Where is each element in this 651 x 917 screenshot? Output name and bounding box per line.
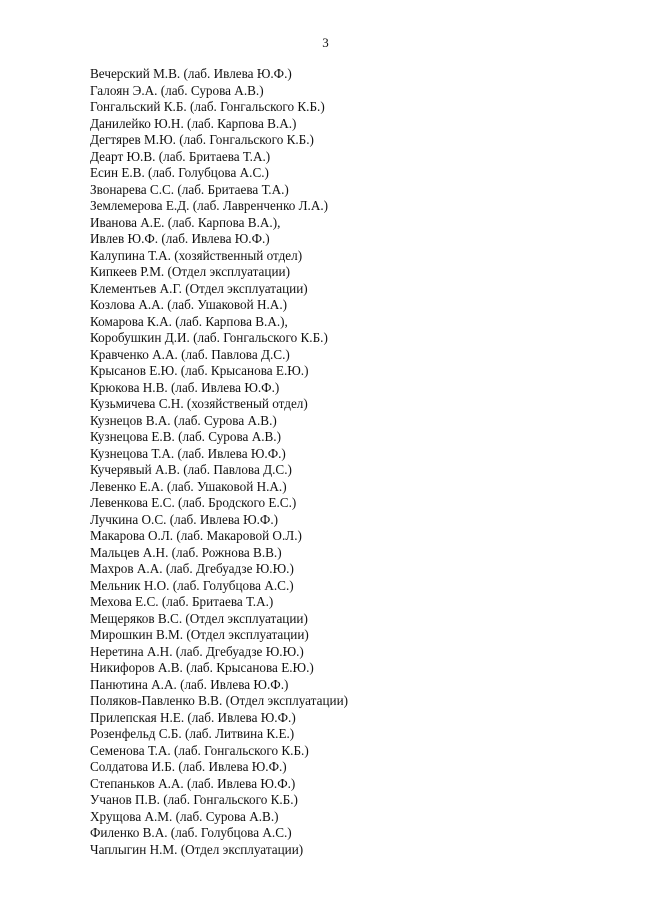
list-item: Землемерова Е.Д. (лаб. Лавренченко Л.А.) bbox=[90, 198, 329, 213]
list-item: Кипкеев Р.М. (Отдел эксплуатации) bbox=[90, 264, 290, 279]
list-item: Коробушкин Д.И. (лаб. Гонгальского К.Б.) bbox=[90, 330, 328, 345]
list-item: Мельник Н.О. (лаб. Голубцова А.С.) bbox=[90, 577, 294, 593]
list-item: Мирошкин В.М. (Отдел эксплуатации) bbox=[90, 627, 309, 642]
list-item: Левенко Е.А. (лаб. Ушаковой Н.А.) bbox=[90, 478, 287, 494]
list-item: Кузнецова Е.В. (лаб. Сурова А.В.) bbox=[90, 429, 281, 444]
list-item: Неретина А.Н. (лаб. Дгебуадзе Ю.Ю.) bbox=[90, 643, 304, 659]
list-item: Степаньков А.А. (лаб. Ивлева Ю.Ф.) bbox=[90, 775, 296, 791]
list-item: Солдатова И.Б. (лаб. Ивлева Ю.Ф.) bbox=[90, 759, 287, 774]
list-item: Кузьмичева С.Н. (хозяйственый отдел) bbox=[90, 396, 308, 411]
list-item: Никифоров А.В. (лаб. Крысанова Е.Ю.) bbox=[90, 660, 314, 675]
list-item: Кучерявый А.В. (лаб. Павлова Д.С.) bbox=[90, 462, 292, 477]
list-item: Розенфельд С.Б. (лаб. Литвина К.Е.) bbox=[90, 726, 295, 741]
page-number: 3 bbox=[322, 35, 329, 50]
list-item: Кузнецова Т.А. (лаб. Ивлева Ю.Ф.) bbox=[90, 445, 286, 461]
list-item: Кузнецов В.А. (лаб. Сурова А.В.) bbox=[90, 412, 277, 428]
list-item: Ивлев Ю.Ф. (лаб. Ивлева Ю.Ф.) bbox=[90, 231, 270, 246]
list-item: Мальцев А.Н. (лаб. Рожнова В.В.) bbox=[90, 544, 282, 560]
list-item: Прилепская Н.Е. (лаб. Ивлева Ю.Ф.) bbox=[90, 709, 296, 725]
list-item: Крюкова Н.В. (лаб. Ивлева Ю.Ф.) bbox=[90, 379, 280, 395]
list-item: Учанов П.В. (лаб. Гонгальского К.Б.) bbox=[90, 792, 298, 807]
list-item: Махров А.А. (лаб. Дгебуадзе Ю.Ю.) bbox=[90, 561, 294, 576]
list-item: Иванова А.Е. (лаб. Карпова В.А.), bbox=[90, 214, 281, 230]
list-item: Мещеряков В.С. (Отдел эксплуатации) bbox=[90, 610, 308, 626]
list-item: Поляков-Павленко В.В. (Отдел эксплуатации) bbox=[90, 693, 349, 708]
list-item: Калупина Т.А. (хозяйственный отдел) bbox=[90, 247, 303, 263]
list-item: Звонарева С.С. (лаб. Бритаева Т.А.) bbox=[90, 181, 289, 197]
list-item: Панютина А.А. (лаб. Ивлева Ю.Ф.) bbox=[90, 676, 289, 692]
list-item: Кравченко А.А. (лаб. Павлова Д.С.) bbox=[90, 346, 290, 362]
list-item: Вечерский М.В. (лаб. Ивлева Ю.Ф.) bbox=[90, 66, 292, 81]
list-item: Мехова Е.С. (лаб. Бритаева Т.А.) bbox=[90, 594, 274, 609]
list-item: Гонгальский К.Б. (лаб. Гонгальского К.Б.) bbox=[90, 99, 325, 114]
list-item: Филенко В.А. (лаб. Голубцова А.С.) bbox=[90, 825, 292, 840]
list-item: Хрущова А.М. (лаб. Сурова А.В.) bbox=[90, 808, 279, 824]
list-item: Крысанов Е.Ю. (лаб. Крысанова Е.Ю.) bbox=[90, 363, 309, 378]
staff-list bbox=[90, 66, 348, 858]
list-item: Чаплыгин Н.М. (Отдел эксплуатации) bbox=[90, 841, 304, 857]
list-item: Семенова Т.А. (лаб. Гонгальского К.Б.) bbox=[90, 742, 309, 758]
list-item: Клементьев А.Г. (Отдел эксплуатации) bbox=[90, 280, 308, 296]
list-item: Левенкова Е.С. (лаб. Бродского Е.С.) bbox=[90, 495, 297, 510]
list-item: Макарова О.Л. (лаб. Макаровой О.Л.) bbox=[90, 528, 302, 543]
list-item: Комарова К.А. (лаб. Карпова В.А.), bbox=[90, 313, 288, 329]
list-item: Данилейко Ю.Н. (лаб. Карпова В.А.) bbox=[90, 115, 297, 131]
list-item: Деарт Ю.В. (лаб. Бритаева Т.А.) bbox=[90, 148, 271, 164]
list-item: Лучкина О.С. (лаб. Ивлева Ю.Ф.) bbox=[90, 511, 279, 527]
list-item: Галоян Э.А. (лаб. Сурова А.В.) bbox=[90, 82, 264, 98]
list-item: Есин Е.В. (лаб. Голубцова А.С.) bbox=[90, 165, 269, 180]
list-item: Козлова А.А. (лаб. Ушаковой Н.А.) bbox=[90, 297, 288, 312]
list-item: Дегтярев М.Ю. (лаб. Гонгальского К.Б.) bbox=[90, 132, 314, 147]
